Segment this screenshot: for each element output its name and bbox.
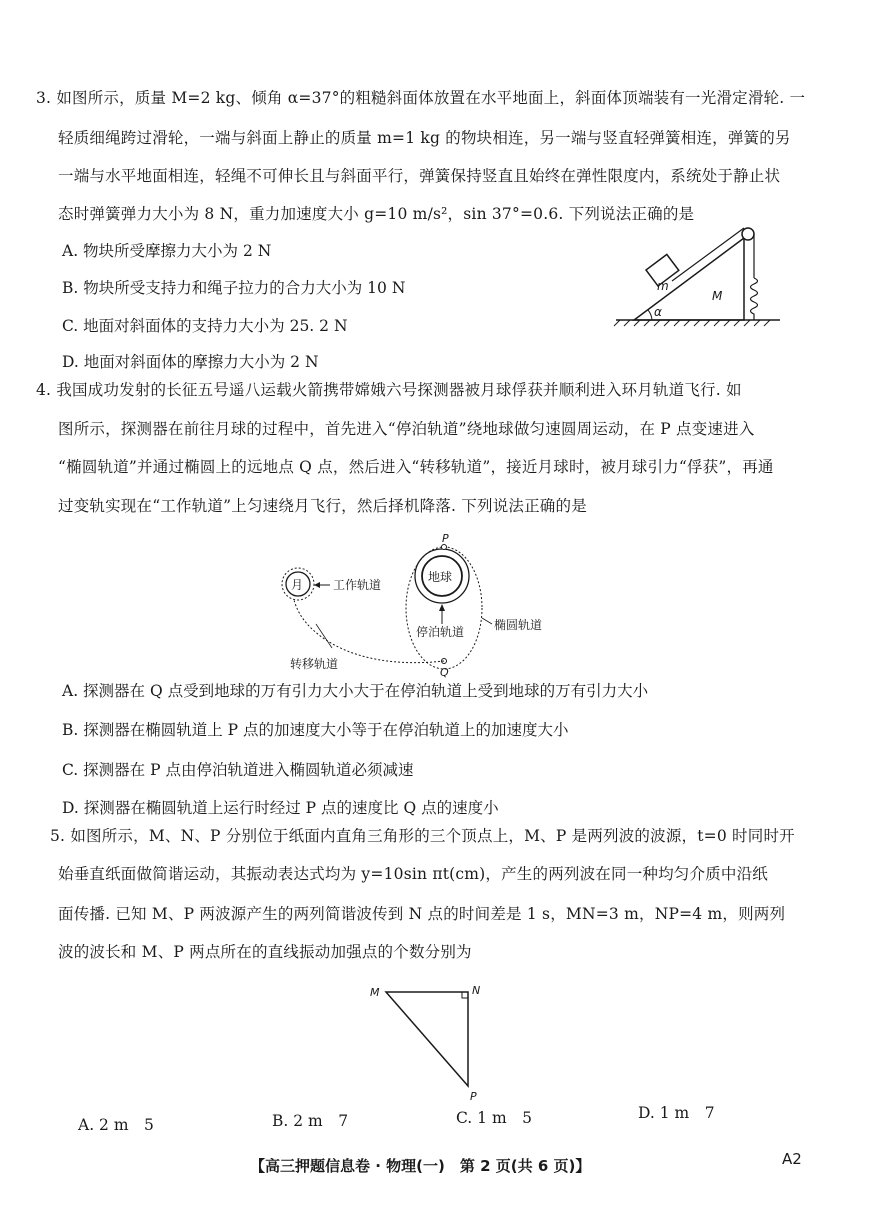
q3-option-a: A. 物块所受摩擦力大小为 2 N (62, 242, 272, 260)
q4-line-2: 图所示，探测器在前往月球的过程中，首先进入“停泊轨道”绕地球做匀速圆周运动，在 P 点变速进入 (58, 420, 755, 438)
q5-line-4: 波的波长和 M、P 两点所在的直线振动加强点的个数分别为 (58, 943, 472, 961)
q3-incline-figure (612, 220, 782, 330)
q3-angle-label: α (654, 305, 662, 319)
q4-option-a: A. 探测器在 Q 点受到地球的万有引力大小大于在停泊轨道上受到地球的万有引力大小 (62, 682, 649, 700)
q4-p-label: P (442, 532, 449, 545)
q3-body-label: M (712, 289, 723, 303)
q4-moon-label: 月 (291, 578, 304, 592)
q5-line-1: 5. 如图所示，M、N、P 分别位于纸面内直角三角形的三个顶点上，M、P 是两列波的波源，t=0 时同时开 (50, 827, 795, 845)
q4-line-3: “椭圆轨道”并通过椭圆上的远地点 Q 点，然后进入“转移轨道”，接近月球时，被月球引力“俘获”，再通 (58, 458, 774, 476)
q5-option-c: C. 1 m 5 (456, 1109, 533, 1127)
q4-transfer-orbit-label: 转移轨道 (290, 657, 339, 671)
q5-option-b: B. 2 m 7 (272, 1112, 349, 1130)
q3-option-d: D. 地面对斜面体的摩擦力大小为 2 N (62, 353, 319, 371)
q5-option-d: D. 1 m 7 (638, 1104, 715, 1122)
q4-earth-label: 地球 (428, 570, 453, 584)
q4-orbit-figure (270, 532, 570, 677)
page-footer: 【高三押题信息卷 · 物理(一) 第 2 页(共 6 页)】 (250, 1157, 591, 1175)
q5-option-a: A. 2 m 5 (78, 1116, 154, 1134)
q5-p-label: P (470, 1090, 477, 1103)
q5-triangle-figure (368, 982, 498, 1102)
q4-work-orbit-label: 工作轨道 (333, 578, 382, 592)
q4-parking-orbit-label: 停泊轨道 (416, 625, 465, 639)
q4-ellipse-orbit-label: 椭圆轨道 (494, 618, 543, 632)
page-code: A2 (782, 1150, 802, 1168)
q3-line-4: 态时弹簧弹力大小为 8 N，重力加速度大小 g=10 m/s²，sin 37°=0.6. 下列说法正确的是 (58, 205, 695, 223)
q4-option-d: D. 探测器在椭圆轨道上运行时经过 P 点的速度比 Q 点的速度小 (62, 799, 499, 817)
q5-m-label: M (370, 986, 380, 999)
q4-option-b: B. 探测器在椭圆轨道上 P 点的加速度大小等于在停泊轨道上的加速度大小 (62, 721, 569, 739)
q5-n-label: N (472, 984, 481, 997)
q4-option-c: C. 探测器在 P 点由停泊轨道进入椭圆轨道必须减速 (62, 761, 414, 779)
q3-option-b: B. 物块所受支持力和绳子拉力的合力大小为 10 N (62, 279, 406, 297)
q4-line-4: 过变轨实现在“工作轨道”上匀速绕月飞行，然后择机降落. 下列说法正确的是 (58, 497, 587, 515)
q4-q-label: Q (440, 666, 449, 679)
q3-option-c: C. 地面对斜面体的支持力大小为 25. 2 N (62, 317, 348, 335)
q3-line-2: 轻质细绳跨过滑轮，一端与斜面上静止的质量 m=1 kg 的物块相连，另一端与竖直轻弹簧相连，弹簧的另 (58, 129, 791, 147)
q4-line-1: 4. 我国成功发射的长征五号遥八运载火箭携带嫦娥六号探测器被月球俘获并顺利进入环月轨道飞行. 如 (36, 381, 742, 399)
q5-line-3: 面传播. 已知 M、P 两波源产生的两列简谐波传到 N 点的时间差是 1 s，MN=3 m，NP=4 m，则两列 (58, 905, 786, 923)
q5-line-2: 始垂直纸面做简谐运动，其振动表达式均为 y=10sin πt(cm)，产生的两列波在同一种均匀介质中沿纸 (58, 865, 769, 883)
q3-line-1: 3. 如图所示，质量 M=2 kg、倾角 α=37°的粗糙斜面体放置在水平地面上，斜面体顶端装有一光滑定滑轮. 一 (36, 89, 806, 107)
q3-line-3: 一端与水平地面相连，轻绳不可伸长且与斜面平行，弹簧保持竖直且始终在弹性限度内，系统处于静止状 (58, 167, 781, 185)
q3-block-label: m (657, 279, 669, 293)
